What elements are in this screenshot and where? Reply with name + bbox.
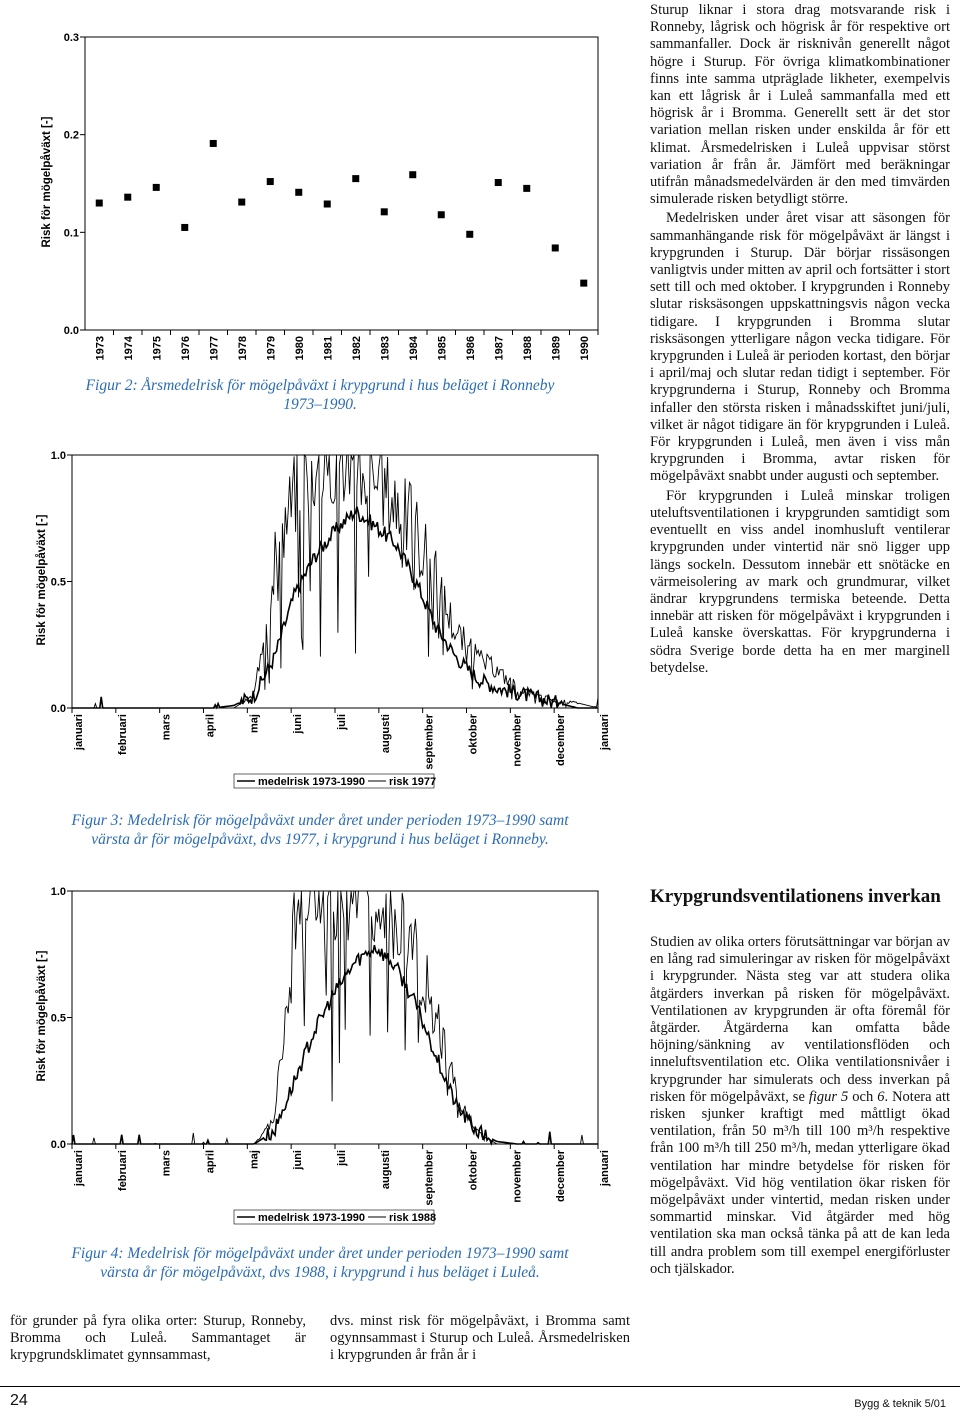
figure-2-xtick-label: 1982 [350, 336, 363, 361]
paragraph-1: Sturup liknar i stora drag motsvarande risk i Ronneby, lågrisk och högrisk år för respektive ort sammanfaller. Dock är risknivån generellt något högre i Sturup. För övriga klimatkombinationer finns inte samma utpräglade likheter, exempelvis kan ett lågrisk år i Luleå sammanfalla med ett högrisk år i Bromma. Generellt sett är det stor variation mellan risken under enskilda år för ett klimat. Årsmedelrisken i Luleå uppvisar störst variation år från år. Jämfört med beräkningar utifrån månadsmedelvärden är den med timvärden simulerade risken betydligt större. [650, 2, 950, 208]
fig4-xtick-label: februari [116, 1150, 129, 1191]
paragraph-3: För krypgrunden i Luleå minskar troligen uteluftsventilationen i krypgrunden samtidigt som eventuellt en viss andel inomhusluft ventilerar krypgrunden under vintertid när snö ligger upp längs sockeln. Dessutom innebär ett snötäcke en värmeisolering av mark och grundmurar, vilket ändrar krypgrundens termiska beteende. Detta innebär att risken för mögelpåväxt i krypgrunden i Luleå kanske överskattas. För krypgrunderna i södra Sverige borde detta ha en mer marginell betydelse. [650, 487, 950, 676]
footer-rule [0, 1386, 960, 1387]
fig3-ytick-label: 0.5 [50, 576, 66, 589]
fig3-xtick-label: juli [336, 714, 348, 730]
figure-2-data-point [124, 194, 131, 201]
figure-2-xtick-label: 1979 [265, 336, 278, 361]
fig4-ytick-label: 0.5 [50, 1012, 66, 1025]
paragraph-4-end: . Notera att risken sjunker kraftigt med måttligt ökad ventilation, från 50 m³/h till 100 m³/h respektive från 100 m³/h till 250 m³/h, medan ytterligare ökad ventilation har mindre betydelse för risken för mögelpåväxt. Vid hög ventilation ökar risken för mögelpåväxt under vintertid, medan risken under sommartid minskar. Vid åtgärder med hög ventilation ska man också tänka på att de kan leda till andra problem som till exempel energiförluster och tjälskador. [650, 1088, 950, 1277]
fig4-xtick-label: maj [248, 1150, 261, 1169]
figure-4-chart [0, 876, 620, 1236]
fig3-xtick-label: september [423, 714, 436, 770]
figure-3-caption-line1: Figur 3: Medelrisk för mögelpåväxt under året under perioden 1973–1990 samt [71, 812, 569, 829]
figure-5-reference: figur 5 [808, 1088, 849, 1105]
figure-2-data-point [352, 175, 359, 182]
fig3-legend-label-1: medelrisk 1973-1990 [258, 776, 366, 788]
fig4-xtick-label: oktober [467, 1150, 480, 1191]
fig3-series-risk-year [72, 455, 598, 708]
figure-4-caption [0, 1244, 640, 1282]
figure-3-caption-line2: värsta år för mögelpåväxt, dvs 1977, i krypgrund i hus beläget i Ronneby. [91, 831, 549, 848]
body-column-2 [330, 1313, 630, 1365]
fig3-xtick-label: augusti [379, 714, 392, 754]
fig4-xtick-label: juni [292, 1150, 305, 1170]
fig4-legend-label-1: medelrisk 1973-1990 [258, 1212, 366, 1224]
body-column-2-text: dvs. minst risk för mögelpåväxt, i Bromma samt ogynnsammast i Sturup och Luleå. Årsmedelrisken i krypgrunden år från år i [330, 1313, 630, 1364]
figure-4-caption-line2: värsta år för mögelpåväxt, dvs 1988, i krypgrund i hus beläget i Luleå. [100, 1264, 540, 1281]
fig3-ytick-label: 0.0 [50, 703, 66, 715]
figure-2-xtick-label: 1990 [578, 336, 591, 361]
fig4-series-risk-year [72, 891, 598, 1144]
figure-2-data-point [409, 171, 416, 178]
fig3-xtick-label: december [555, 714, 568, 766]
figure-2-xtick-label: 1986 [464, 336, 477, 361]
figure-2-data-point [96, 200, 103, 207]
paragraph-2: Medelrisken under året visar att säsongen för sammanhängande risk för mögelpåväxt är längst i krypgrunden i Sturup. Där börjar rissäsongen vanligtvis under mitten av april och fortsätter i stort sett till och med oktober. I krypgrunden i Ronneby slutar risksäsongen uppskattningsvis någon vecka tidigare. I krypgrunden i Bromma slutar risksäsongen ytterligare någon vecka tidigare. För krypgrunden i Luleå är perioden kortast, den börjar i april/maj och slutar redan tidigt i september. För krypgrunderna i Sturup, Ronneby och Bromma infaller den största risken i månadsskiftet juni/juli, vilket är något tidigare än för krypgrunden i Luleå. För krypgrunden i Luleå, men även i viss mån krypgrunden i Bromma, avtar risken för mögelpåväxt snabbt under augusti och september. [650, 210, 950, 485]
figure-2-data-point [552, 244, 559, 251]
fig3-ytick-label: 1.0 [50, 450, 66, 462]
figure-2-caption-line2: 1973–1990. [283, 396, 357, 413]
figure-2-xtick-label: 1987 [493, 336, 506, 361]
figure-2-chart [0, 0, 620, 370]
fig3-series-medelrisk [72, 507, 598, 708]
figure-2-xtick-label: 1974 [122, 336, 135, 361]
figure-2-xtick-label: 1983 [379, 336, 392, 361]
body-column-1 [10, 1313, 306, 1365]
figure-2-data-point [210, 140, 217, 147]
paragraph-4-och: och [848, 1088, 878, 1105]
fig4-xtick-label: september [423, 1150, 436, 1206]
figure-4-plot [0, 876, 620, 1236]
fig4-xtick-label: april [204, 1150, 217, 1174]
fig4-xtick-label: augusti [379, 1150, 392, 1190]
figure-2-data-point [466, 231, 473, 238]
figure-2-data-point [181, 224, 188, 231]
figure-2-xtick-label: 1976 [179, 336, 192, 361]
figure-2-plot [0, 0, 620, 370]
figure-3-chart [0, 440, 620, 800]
figure-2-xtick-label: 1975 [151, 336, 164, 361]
fig3-xtick-label: juni [292, 714, 305, 734]
figure-2-ytick-label: 0.0 [63, 325, 79, 337]
body-column-1-text: för grunder på fyra olika orter: Sturup, Ronneby, Bromma och Luleå. Sammantaget är krypgrundsklimatet gynnsammast, [10, 1313, 306, 1364]
fig4-ytick-label: 1.0 [50, 886, 66, 898]
figure-2-data-point [295, 189, 302, 196]
paragraph-4 [650, 934, 950, 1278]
figure-3-plot [0, 440, 620, 800]
figure-2-plot-frame [85, 37, 598, 330]
fig3-xtick-label: oktober [467, 714, 480, 755]
fig4-xtick-label: januari [599, 1150, 611, 1187]
figure-4-caption-line1: Figur 4: Medelrisk för mögelpåväxt under året under perioden 1973–1990 samt [71, 1245, 569, 1262]
fig3-xtick-label: februari [116, 714, 129, 755]
fig4-xtick-label: mars [160, 1150, 173, 1177]
fig3-xtick-label: maj [248, 714, 261, 733]
figure-2-xtick-label: 1989 [550, 336, 563, 361]
page-number: 24 [10, 1392, 28, 1409]
figure-2-data-point [495, 179, 502, 186]
figure-2-ytick-label: 0.1 [63, 227, 79, 240]
magazine-issue: Bygg & teknik 5/01 [854, 1398, 946, 1410]
fig3-xtick-label: november [511, 714, 524, 767]
figure-2-xtick-label: 1981 [322, 336, 335, 361]
fig4-xtick-label: juli [336, 1150, 348, 1166]
figure-2-caption-line1: Figur 2: Årsmedelrisk för mögelpåväxt i krypgrund i hus beläget i Ronneby [85, 377, 555, 394]
fig3-xtick-label: januari [599, 714, 611, 751]
figure-6-reference: 6 [877, 1088, 885, 1105]
figure-2-xtick-label: 1985 [436, 336, 449, 361]
figure-2-ytick-label: 0.3 [63, 32, 79, 44]
fig4-xtick-label: november [511, 1150, 524, 1203]
fig3-legend-label-2: risk 1977 [389, 776, 437, 788]
figure-2-xtick-label: 1980 [293, 336, 306, 361]
figure-2-data-point [523, 185, 530, 192]
figure-2-data-point [238, 199, 245, 206]
figure-2-data-point [267, 178, 274, 185]
figure-2-caption [0, 376, 640, 414]
fig4-series-medelrisk [72, 945, 598, 1144]
figure-2-xtick-label: 1973 [94, 336, 107, 361]
figure-2-data-point [324, 201, 331, 208]
body-column-3 [650, 2, 950, 677]
figure-2-ytick-label: 0.2 [63, 129, 79, 142]
section-heading: Krypgrundsventilationens inverkan [650, 886, 941, 907]
body-column-3-lower [650, 934, 950, 1278]
fig4-plot-frame [72, 891, 598, 1144]
figure-2-data-point [153, 184, 160, 191]
figure-2-xtick-label: 1978 [236, 336, 249, 361]
figure-4-ylabel: Risk för mögelpåväxt [-] [36, 950, 48, 1082]
fig4-xtick-label: januari [73, 1150, 85, 1187]
figure-3-ylabel: Risk för mögelpåväxt [-] [36, 514, 48, 646]
fig3-xtick-label: april [204, 714, 217, 738]
figure-2-xtick-label: 1977 [208, 336, 221, 361]
figure-2-data-point [381, 208, 388, 215]
figure-2-data-point [438, 211, 445, 218]
fig4-ytick-label: 0.0 [50, 1139, 66, 1151]
fig3-xtick-label: mars [160, 714, 173, 741]
fig4-legend-label-2: risk 1988 [389, 1212, 437, 1224]
fig3-xtick-label: januari [73, 714, 85, 751]
paragraph-4-start: Studien av olika orters förutsättningar var början av en lång rad simuleringar av risken för mögelpåväxt i krypgrunder. Nästa steg var att studera olika åtgärders inverkan på risken för mögelpåväxt. Ventilationen av krypgrunden är ofta föremål för åtgärder. Åtgärderna kan omfatta både höjning/sänkning av ventilationsflöden och inneluftsventilation etc. Olika ventilationsnivåer i krypgrunder har simulerats och dess inverkan på risken för mögelpåväxt, se [650, 934, 950, 1105]
fig4-xtick-label: december [555, 1150, 568, 1202]
figure-3-caption [0, 811, 640, 849]
figure-2-data-point [580, 280, 587, 287]
figure-2-ylabel: Risk för mögelpåväxt [-] [41, 116, 53, 248]
figure-2-xtick-label: 1984 [407, 336, 420, 361]
figure-2-xtick-label: 1988 [521, 336, 534, 361]
